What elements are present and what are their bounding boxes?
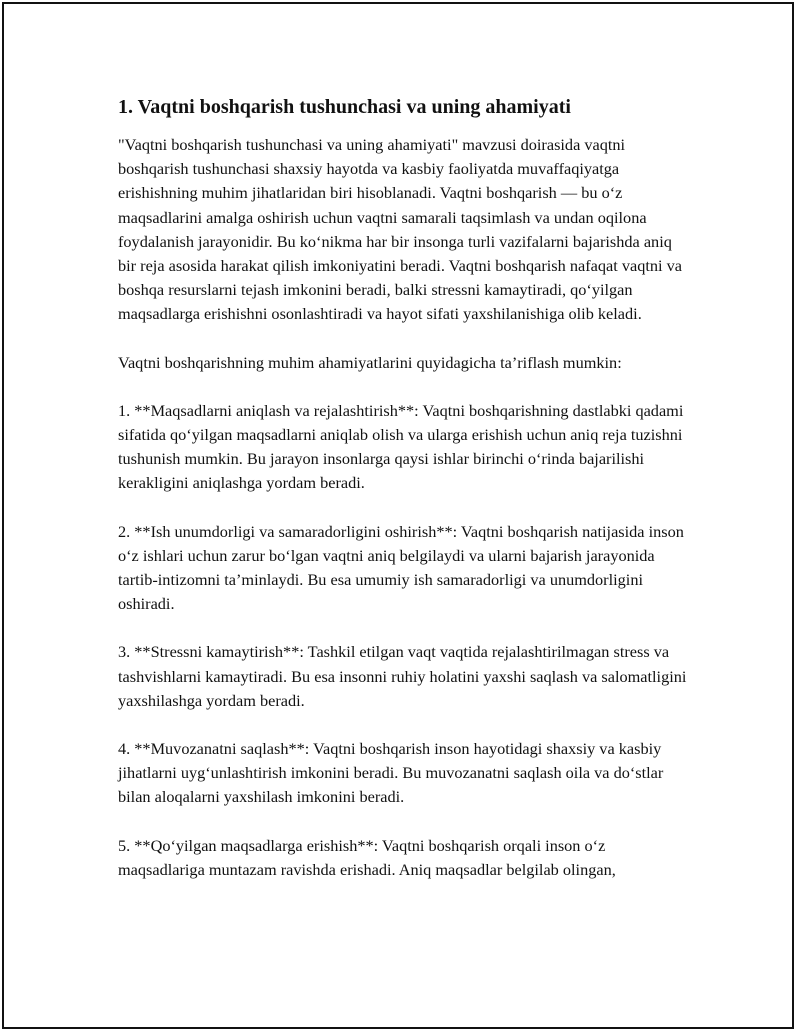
list-item-3-stress: 3. **Stressni kamaytirish**: Tashkil etilgan vaqt vaqtida rejalashtirilmagan stress va tashvishlarni kamaytiradi. Bu esa insonni ruhiy holatini yaxshi saqlash va salomatligini yaxshilashga yordam beradi. <box>118 642 687 710</box>
list-item-1-goals: 1. **Maqsadlarni aniqlash va rejalashtirish**: Vaqtni boshqarishning dastlabki qadami sifatida qo‘yilgan maqsadlarni aniqlab olish va ularga erishish uchun aniq reja tuzishni tushunish mumkin. Bu jarayon insonlarga qaysi ishlar birinchi o‘rinda bajarilishi kerakligini aniqlashga yordam beradi. <box>118 400 684 493</box>
document-body <box>118 94 693 906</box>
list-item-5-achievement: 5. **Qo‘yilgan maqsadlarga erishish**: Vaqtni boshqarish orqali inson o‘z maqsadlariga muntazam ravishda erishadi. Aniq maqsadlar belgilab olingan, <box>118 835 616 879</box>
list-item-4-balance: 4. **Muvozanatni saqlash**: Vaqtni boshqarish inson hayotidagi shaxsiy va kasbiy jihatlarni uyg‘unlashtirish imkonini beradi. Bu muvozanatni saqlash oila va do‘stlar bilan aloqalarni yaxshilash imkonini beradi. <box>118 739 664 807</box>
document-title: 1. Vaqtni boshqarish tushunchasi va uning ahamiyati <box>118 96 571 118</box>
list-item-2-productivity: 2. **Ish unumdorligi va samaradorligini oshirish**: Vaqtni boshqarish natijasida inson o‘z ishlari uchun zarur bo‘lgan vaqtni aniq belgilaydi va ularni bajarish jarayonida tartib-intizomni ta’minlaydi. Bu esa umumiy ish samaradorligi va unumdorligini oshiradi. <box>118 521 684 614</box>
importance-lead-paragraph: Vaqtni boshqarishning muhim ahamiyatlarini quyidagicha ta’riflash mumkin: <box>118 352 622 372</box>
intro-paragraph: "Vaqtni boshqarish tushunchasi va uning ahamiyati" mavzusi doirasida vaqtni boshqarish tushunchasi shaxsiy hayotda va kasbiy faoliyatda muvaffaqiyatga erishishning muhim jihatlaridan biri hisoblanadi. Vaqtni boshqarish — bu o‘z maqsadlarini amalga oshirish uchun vaqtni samarali taqsimlash va undan oqilona foydalanish jarayonidir. Bu ko‘nikma har bir insonga turli vazifalarni bajarishda aniq bir reja asosida harakat qilish imkoniyatini beradi. Vaqtni boshqarish nafaqat vaqtni va boshqa resurslarni tejash imkonini beradi, balki stressni kamaytiradi, qo‘yilgan maqsadlarga erishishni osonlashtiradi va hayot sifati yaxshilanishiga olib keladi. <box>118 135 682 324</box>
